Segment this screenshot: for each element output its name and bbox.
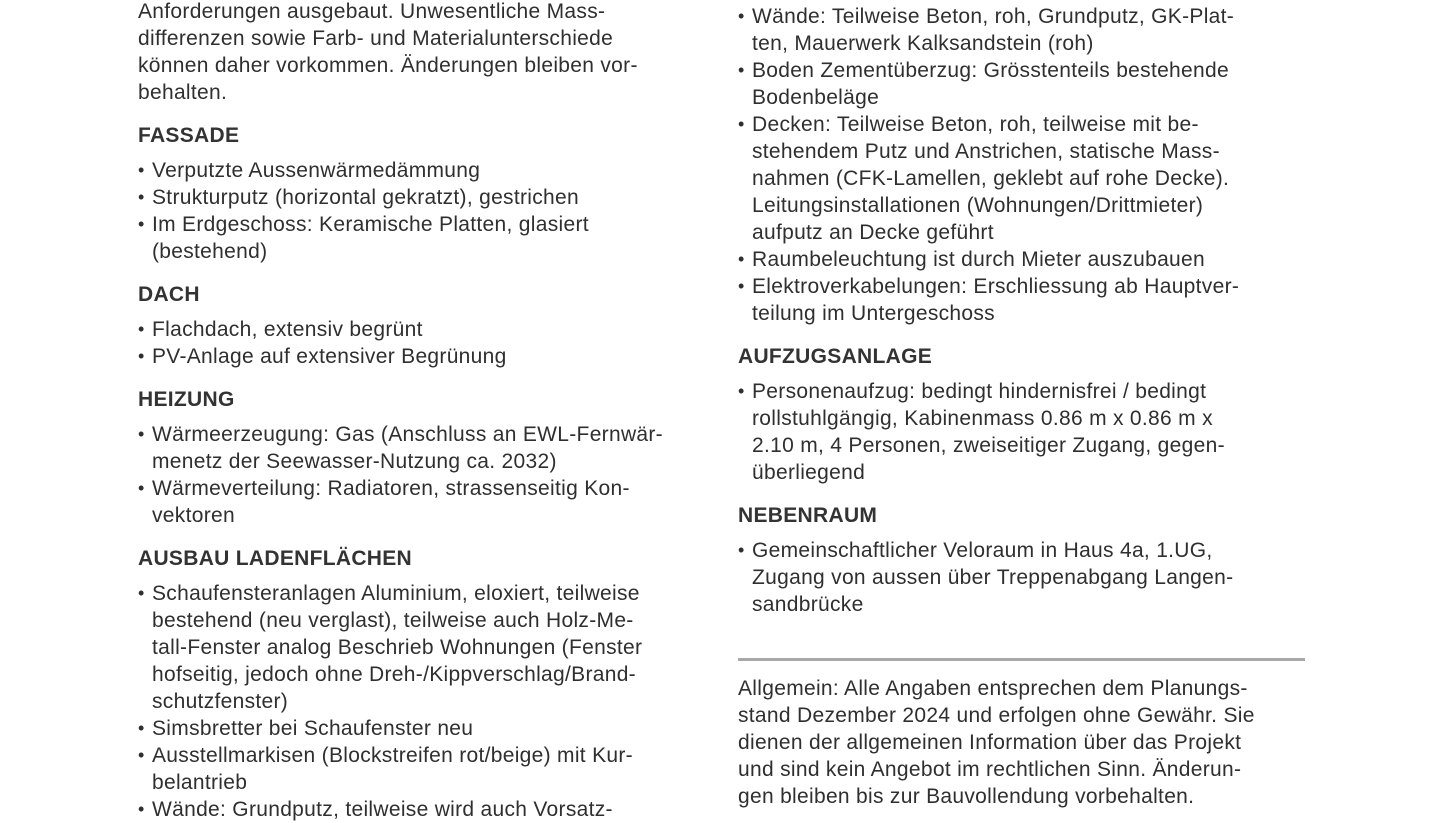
bullet-marker: • — [738, 381, 745, 401]
list-item — [138, 211, 718, 265]
bullet-marker: • — [138, 583, 145, 603]
list-item — [738, 3, 1305, 57]
section-heizung — [138, 386, 718, 529]
list-item — [738, 246, 1305, 273]
bullet-list-heizung — [138, 421, 718, 529]
list-item — [138, 421, 718, 475]
list-item — [138, 742, 718, 796]
list-item-text: Im Erdgeschoss: Keramische Platten, glasiert (bestehend) — [152, 213, 589, 263]
bullet-list-nebenraum — [738, 537, 1305, 618]
footnote-paragraph: Allgemein: Alle Angaben entsprechen dem Planungs- stand Dezember 2024 und erfolgen ohne Gewähr. Sie dienen der allgemeinen Information über das Projekt und sind kein Angebot im rechtlichen Sinn. Änderun- gen bleiben bis zur Bauvollendung vorbehalten. — [738, 677, 1255, 808]
list-item-text: Elektroverkabelungen: Erschliessung ab Hauptver- teilung im Untergeschoss — [752, 275, 1240, 325]
bullet-marker: • — [738, 540, 745, 560]
list-item — [738, 378, 1305, 486]
list-item-text: Flachdach, extensiv begrünt — [152, 318, 423, 341]
list-item — [738, 57, 1305, 111]
list-item-text: Gemeinschaftlicher Veloraum in Haus 4a, 1.UG, Zugang von aussen über Treppenabgang Langen- sandbrücke — [752, 539, 1234, 616]
bullet-marker: • — [138, 478, 145, 498]
bullet-marker: • — [738, 249, 745, 269]
section-heading-aufzugsanlage: AUFZUGSANLAGE — [738, 345, 933, 368]
list-item-text: Personenaufzug: bedingt hindernisfrei / bedingt rollstuhlgängig, Kabinenmass 0.86 m x 0.86 m x 2.10 m, 4 Personen, zweiseitiger Zugang, gegen- überliegend — [752, 380, 1225, 484]
section-dach — [138, 281, 718, 370]
bullet-marker: • — [138, 214, 145, 234]
list-item — [738, 273, 1305, 327]
list-item-text: Ausstellmarkisen (Blockstreifen rot/beige) mit Kur- belantrieb — [152, 744, 633, 794]
list-item — [738, 537, 1305, 618]
section-fassade — [138, 122, 718, 265]
continuation-bullet-list — [738, 3, 1305, 327]
list-item — [738, 111, 1305, 246]
list-item-text: Wände: Teilweise Beton, roh, Grundputz, GK-Plat- ten, Mauerwerk Kalksandstein (roh) — [752, 5, 1235, 55]
list-item-text: Wände: Grundputz, teilweise wird auch Vorsatz- — [152, 798, 613, 821]
section-aufzugsanlage — [738, 343, 1305, 486]
section-heading-heizung: HEIZUNG — [138, 388, 235, 411]
left-column — [138, 0, 718, 823]
section-heading-nebenraum: NEBENRAUM — [738, 504, 878, 527]
bullet-marker: • — [138, 319, 145, 339]
list-item — [138, 157, 718, 184]
right-column — [738, 3, 1305, 810]
list-item-text: Simsbretter bei Schaufenster neu — [152, 717, 474, 740]
list-item-text: Wärmeverteilung: Radiatoren, strassenseitig Kon- vektoren — [152, 477, 630, 527]
list-item-text: Verputzte Aussenwärmedämmung — [152, 159, 481, 182]
bullet-marker: • — [738, 276, 745, 296]
list-item-text: PV-Anlage auf extensiver Begrünung — [152, 345, 507, 368]
list-item-text: Raumbeleuchtung ist durch Mieter auszubauen — [752, 248, 1205, 271]
intro-paragraph: Anforderungen ausgebaut. Unwesentliche Mass- differenzen sowie Farb- und Materialunterschiede können daher vorkommen. Änderungen bleiben vor- behalten. — [138, 0, 638, 104]
section-heading-fassade: FASSADE — [138, 124, 240, 147]
bullet-marker: • — [138, 745, 145, 765]
bullet-marker: • — [138, 346, 145, 366]
bullet-marker: • — [138, 187, 145, 207]
divider — [738, 658, 1305, 661]
list-item — [138, 184, 718, 211]
bullet-marker: • — [738, 60, 745, 80]
bullet-marker: • — [738, 6, 745, 26]
list-item — [138, 343, 718, 370]
bullet-list-ausbau-ladenflaechen — [138, 580, 718, 823]
list-item-text: Schaufensteranlagen Aluminium, eloxiert, teilweise bestehend (neu verglast), teilweise auch Holz-Me- tall-Fenster analog Beschrieb Wohnungen (Fenster hofseitig, jedoch ohne Dreh-/Kippverschlag/Brand- schutzfenster) — [152, 582, 643, 713]
list-item-text: Wärmeerzeugung: Gas (Anschluss an EWL-Fernwär- menetz der Seewasser-Nutzung ca. 2032) — [152, 423, 663, 473]
bullet-marker: • — [138, 718, 145, 738]
section-nebenraum — [738, 502, 1305, 618]
bullet-marker: • — [138, 160, 145, 180]
bullet-list-aufzugsanlage — [738, 378, 1305, 486]
bullet-marker: • — [138, 424, 145, 444]
list-item-text: Strukturputz (horizontal gekratzt), gestrichen — [152, 186, 579, 209]
list-item — [138, 580, 718, 715]
list-item — [138, 715, 718, 742]
section-ausbau-ladenflaechen — [138, 545, 718, 823]
bullet-marker: • — [138, 799, 145, 819]
list-item-text: Decken: Teilweise Beton, roh, teilweise mit be- stehendem Putz und Anstrichen, statische Mass- nahmen (CFK-Lamellen, geklebt auf rohe Decke). Leitungsinstallationen (Wohnungen/Drittmieter) aufputz an Decke geführt — [752, 113, 1230, 244]
list-item-text: Boden Zementüberzug: Grösstenteils bestehende Bodenbeläge — [752, 59, 1229, 109]
bullet-list-dach — [138, 316, 718, 370]
bullet-marker: • — [738, 114, 745, 134]
bullet-list-fassade — [138, 157, 718, 265]
list-item — [138, 475, 718, 529]
section-heading-ausbau-ladenflaechen: AUSBAU LADENFLÄCHEN — [138, 547, 413, 570]
section-heading-dach: DACH — [138, 283, 200, 306]
list-item — [138, 316, 718, 343]
